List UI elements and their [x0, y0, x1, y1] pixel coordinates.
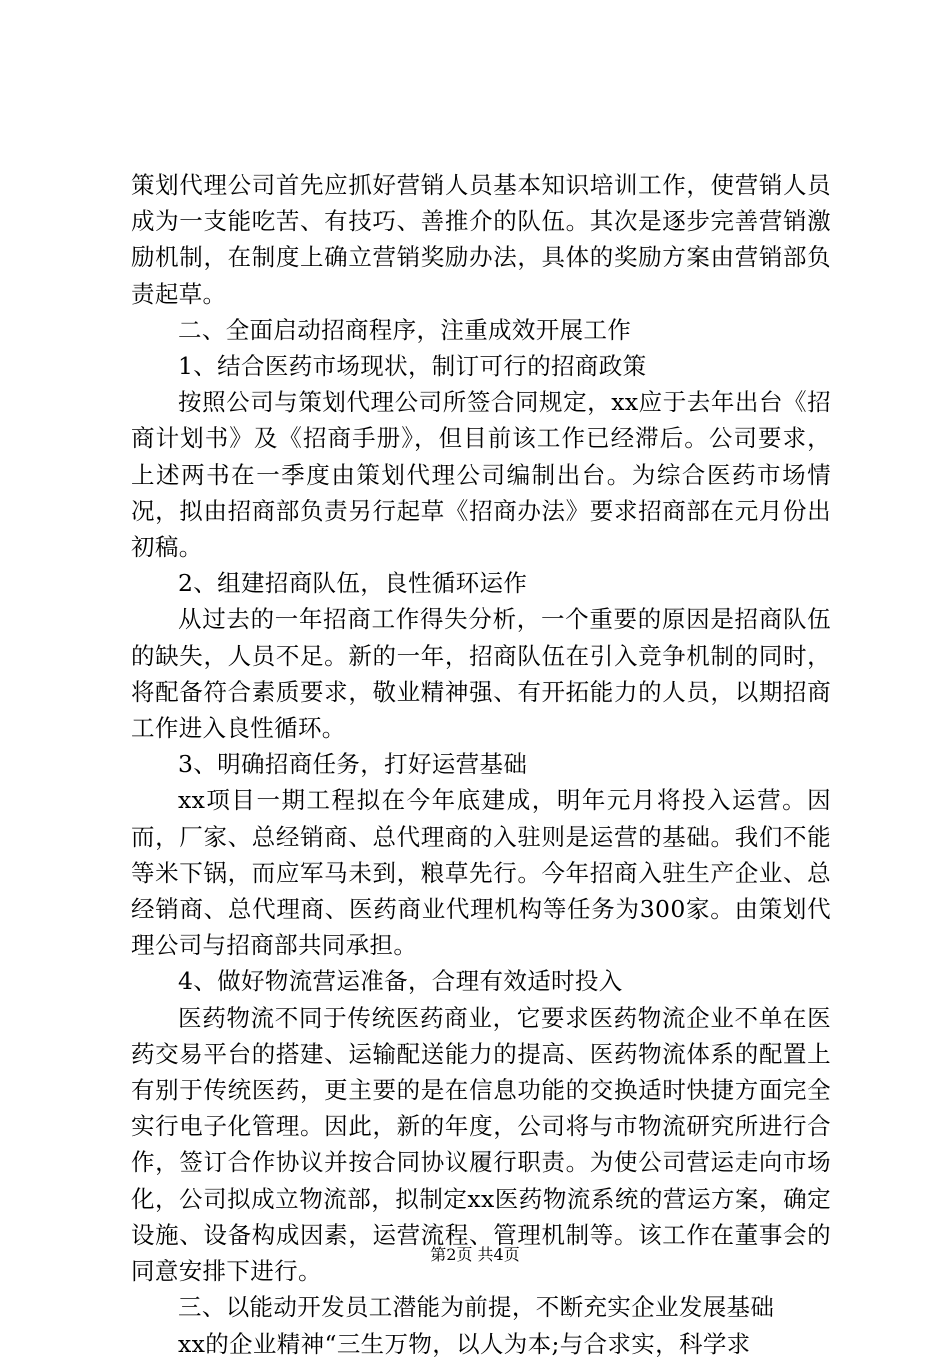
paragraph: 从过去的一年招商工作得失分析，一个重要的原因是招商队伍的缺失，人员不足。新的一年，招商队伍在引入竞争机制的同时，将配备符合素质要求，敬业精神强、有开拓能力的人员，以期招商工作进入良性循环。: [131, 605, 831, 743]
page-footer: 第2页 共4页: [430, 1245, 520, 1264]
document-body: [131, 167, 831, 1362]
paragraph: xx的企业精神“三生万物，以人为本;与合求实，科学求: [178, 1329, 751, 1358]
paragraph: 医药物流不同于传统医药商业，它要求医药物流企业不单在医药交易平台的搭建、运输配送能力的提高、医药物流体系的配置上有别于传统医药，更主要的是在信息功能的交换适时快捷方面完全实行电子化管理。因此，新的年度，公司将与市物流研究所进行合作，签订合作协议并按合同协议履行职责。为使公司营运走向市场化，公司拟成立物流部，拟制定xx医药物流系统的营运方案，确定设施、设备构成因素，运营流程、管理机制等。该工作在董事会的同意安排下进行。: [131, 1003, 831, 1286]
subsection-heading: 2、组建招商队伍，良性循环运作: [178, 569, 528, 598]
paragraph: 按照公司与策划代理公司所签合同规定，xx应于去年出台《招商计划书》及《招商手册》，但目前该工作已经滞后。公司要求，上述两书在一季度由策划代理公司编制出台。为综合医药市场情况，拟由招商部负责另行起草《招商办法》要求招商部在元月份出初稿。: [131, 388, 831, 562]
subsection-heading: 1、结合医药市场现状，制订可行的招商政策: [178, 352, 647, 381]
section-heading: 二、全面启动招商程序，注重成效开展工作: [178, 315, 632, 344]
paragraph: xx项目一期工程拟在今年底建成，明年元月将投入运营。因而，厂家、总经销商、总代理商的入驻则是运营的基础。我们不能等米下锅，而应军马未到，粮草先行。今年招商入驻生产企业、总经销商、总代理商、医药商业代理机构等任务为300家。由策划代理公司与招商部共同承担。: [131, 786, 831, 960]
section-heading: 三、以能动开发员工潜能为前提，不断充实企业发展基础: [178, 1293, 775, 1322]
subsection-heading: 4、做好物流营运准备，合理有效适时投入: [178, 967, 623, 996]
subsection-heading: 3、明确招商任务，打好运营基础: [178, 750, 528, 779]
paragraph: 策划代理公司首先应抓好营销人员基本知识培训工作，使营销人员成为一支能吃苦、有技巧、善推介的队伍。其次是逐步完善营销激励机制，在制度上确立营销奖励办法，具体的奖励方案由营销部负责起草。: [131, 171, 831, 308]
